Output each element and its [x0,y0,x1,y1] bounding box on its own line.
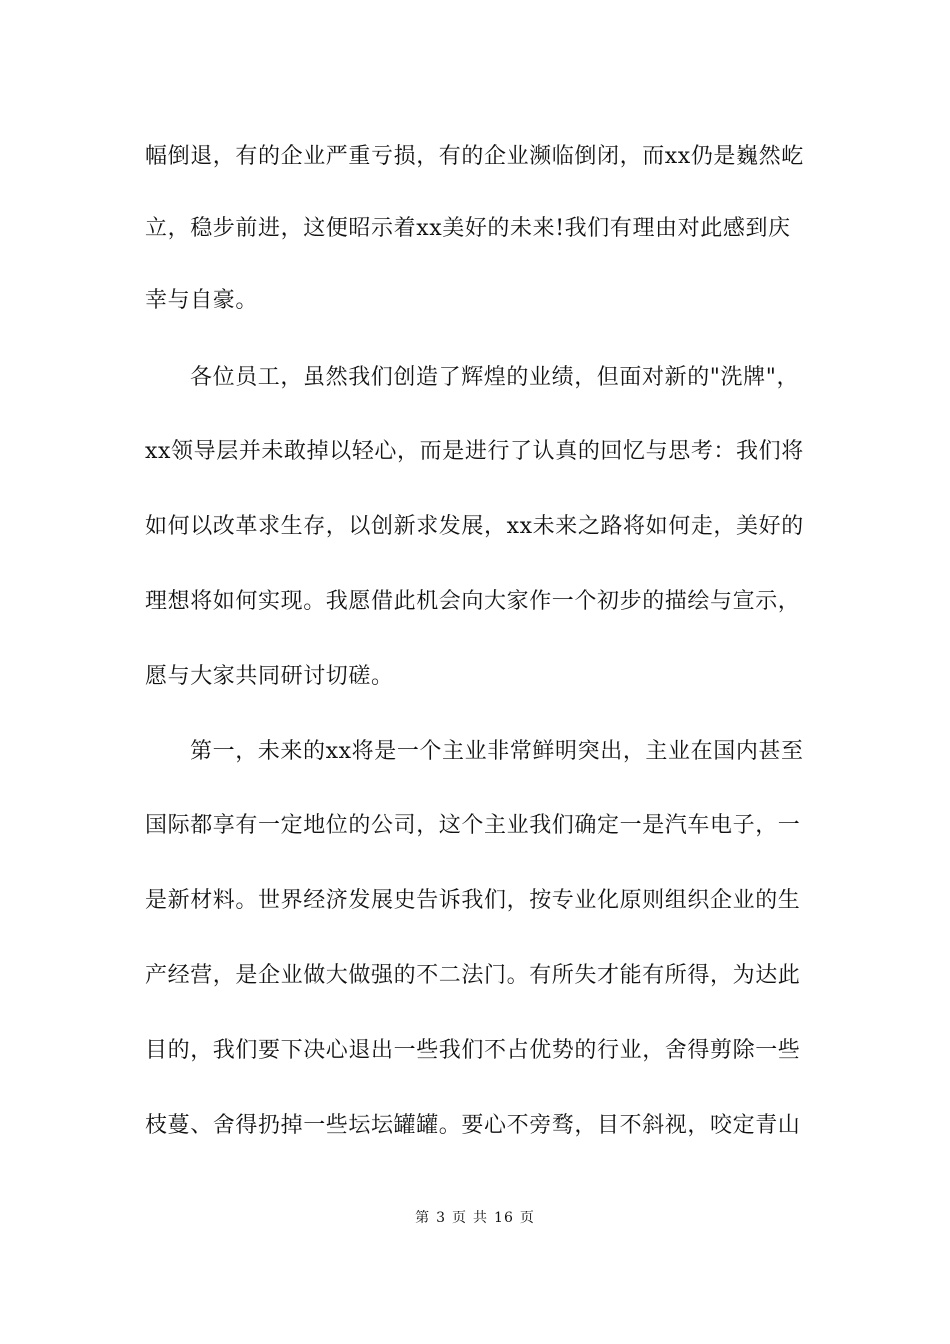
footer-mid1: 页 [452,1210,468,1226]
footer-prefix: 第 [415,1210,431,1226]
text-line-1: 幅倒退，有的企业严重亏损，有的企业濒临倒闭，而xx仍是巍然屹 [145,144,804,169]
text-line-14: 枝蔓、舍得扔掉一些坛坛罐罐。要心不旁骛，目不斜视，咬定青山 [145,1113,801,1138]
text-line-8: 愿与大家共同研讨切磋。 [145,664,394,689]
text-line-9: 第一，未来的xx将是一个主业非常鲜明突出，主业在国内甚至 [190,739,804,764]
text-line-10: 国际都享有一定地位的公司，这个主业我们确定一是汽车电子，一 [145,813,801,838]
text-line-7: 理想将如何实现。我愿借此机会向大家作一个初步的描绘与宣示， [145,589,801,614]
footer-total-pages: 16 [494,1210,514,1226]
text-line-4: 各位员工，虽然我们创造了辉煌的业绩，但面对新的"洗牌"， [190,365,800,390]
text-line-2: 立，稳步前进，这便昭示着xx美好的未来!我们有理由对此感到庆 [145,216,791,241]
text-line-13: 目的，我们要下决心退出一些我们不占优势的行业，舍得剪除一些 [145,1038,801,1063]
text-line-6: 如何以改革求生存，以创新求发展，xx未来之路将如何走，美好的 [145,514,804,539]
text-line-5: xx领导层并未敢掉以轻心，而是进行了认真的回忆与思考：我们将 [145,439,804,464]
text-line-11: 是新材料。世界经济发展史告诉我们，按专业化原则组织企业的生 [145,888,801,913]
footer-suffix: 页 [519,1210,535,1226]
text-line-12: 产经营，是企业做大做强的不二法门。有所失才能有所得，为达此 [145,963,801,988]
footer-current-page: 3 [436,1210,447,1226]
footer-mid2: 共 [473,1210,489,1226]
page-footer [0,1208,950,1228]
text-line-3: 幸与自豪。 [145,288,259,313]
